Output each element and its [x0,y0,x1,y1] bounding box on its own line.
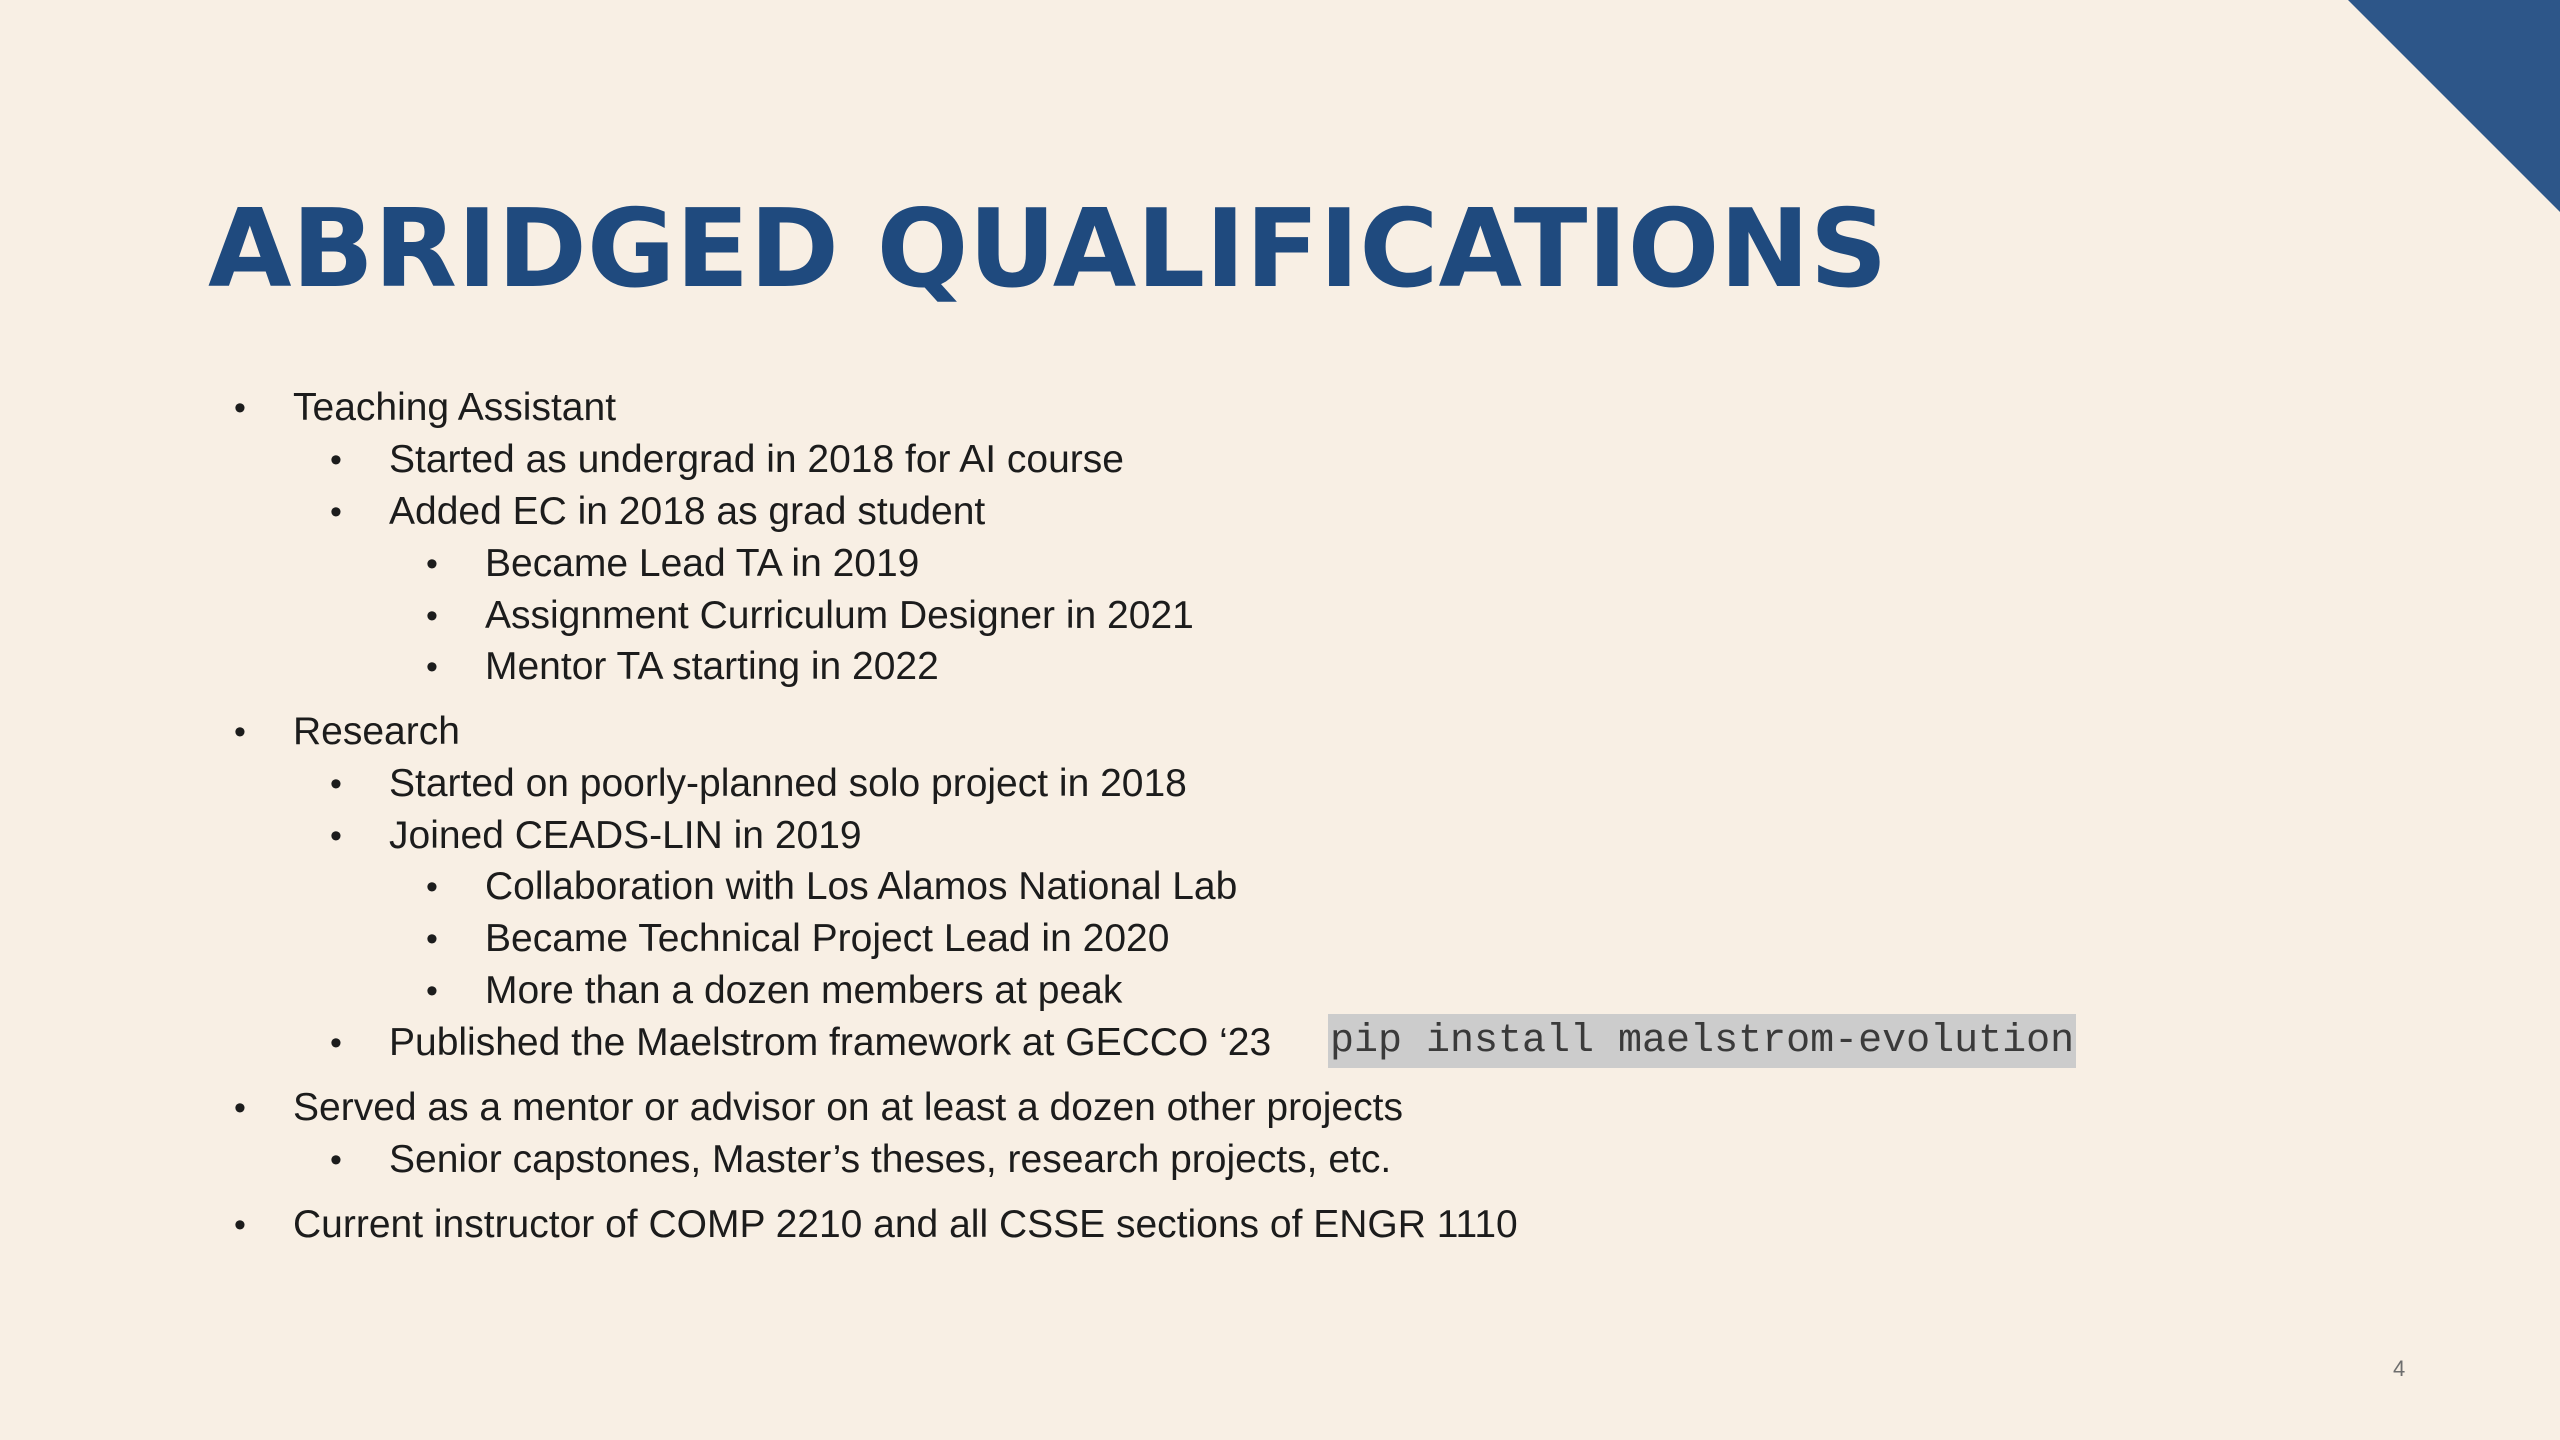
list-item-text: Joined CEADS-LIN in 2019 [389,814,862,857]
list-item-text: Added EC in 2018 as grad student [389,490,986,533]
list-item-text: Started as undergrad in 2018 for AI course [389,438,1124,481]
list-item-text: Current instructor of COMP 2210 and all CSSE sections of ENGR 1110 [293,1203,1518,1246]
bullet-icon: • [426,920,438,958]
list-item-text: Became Lead TA in 2019 [485,542,920,585]
bullet-icon: • [426,545,438,583]
list-item-text: Served as a mentor or advisor on at least a dozen other projects [293,1086,1403,1129]
page-number: 4 [2393,1356,2406,1381]
corner-triangle-decoration [2348,0,2560,212]
bullet-icon: • [426,972,438,1010]
bullet-icon: • [330,441,342,479]
bullet-icon: • [330,765,342,803]
list-item-text: Became Technical Project Lead in 2020 [485,917,1170,960]
bullet-icon: • [234,1206,246,1244]
bullet-icon: • [330,817,342,855]
list-item-text: Collaboration with Los Alamos National Lab [485,865,1238,908]
code-snippet: pip install maelstrom-evolution [1328,1014,2076,1068]
bullet-icon: • [234,389,246,427]
bullet-icon: • [330,493,342,531]
list-item-text: Started on poorly-planned solo project in 2018 [389,762,1187,805]
bullet-icon: • [330,1141,342,1179]
bullet-icon: • [234,713,246,751]
list-item-text: Senior capstones, Master’s theses, research projects, etc. [389,1138,1392,1181]
slide-title: ABRIDGED QUALIFICATIONS [208,187,1888,312]
list-item-text: Teaching Assistant [293,386,617,429]
list-item-text: Published the Maelstrom framework at GECCO ‘23 [389,1021,1272,1064]
list-item-text: Mentor TA starting in 2022 [485,645,939,688]
list-item-text: Assignment Curriculum Designer in 2021 [485,594,1194,637]
bullet-icon: • [330,1024,342,1062]
list-item-text: More than a dozen members at peak [485,969,1123,1012]
bullet-icon: • [426,868,438,906]
bullet-icon: • [234,1089,246,1127]
list-item-text: Research [293,710,460,753]
bullet-icon: • [426,648,438,686]
bullet-icon: • [426,597,438,635]
